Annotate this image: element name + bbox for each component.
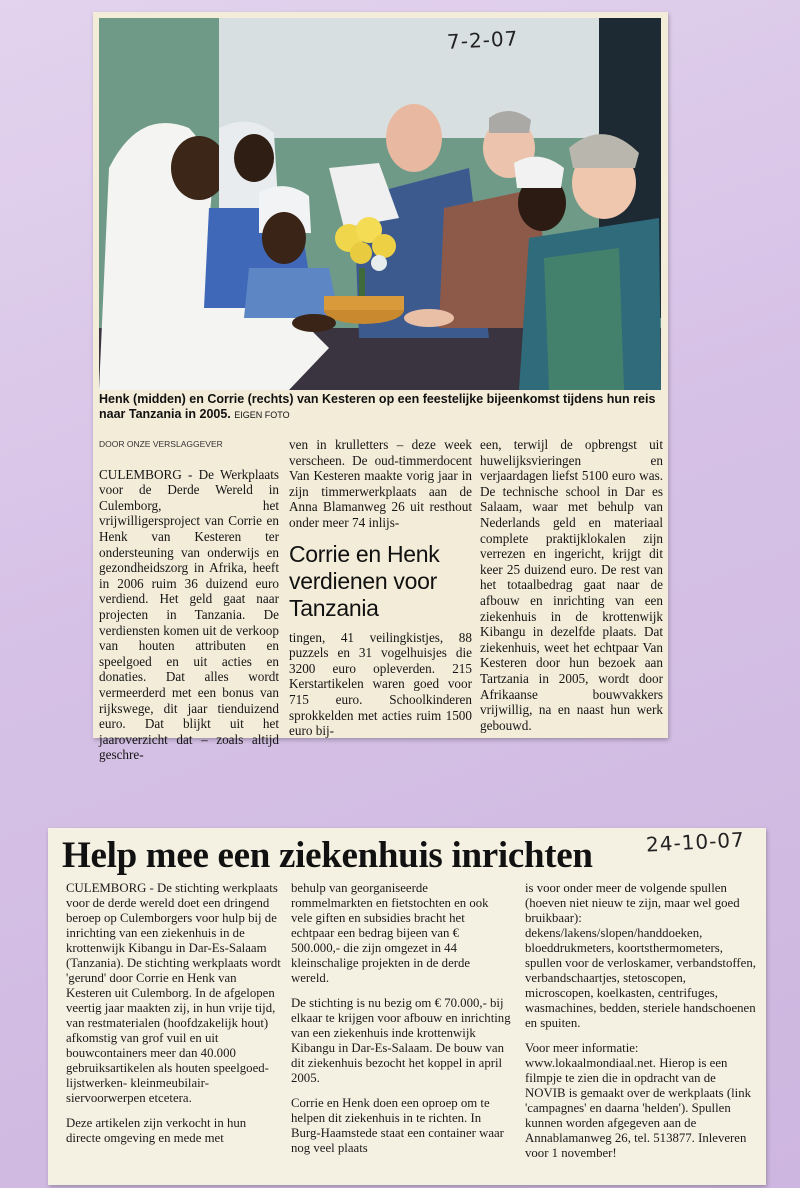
- paragraph: De stichting is nu bezig om € 70.000,- bij elkaar te krijgen voor afbouw en inrichting van een ziekenhuis inde krottenwijk Kibangu in Dar-Es-Salaam. De bouw van dit ziekenhuis bezocht het koppel in april 2005.: [291, 996, 511, 1085]
- article-column-3: [480, 437, 663, 733]
- paragraph: behulp van georganiseerde rommelmarkten en fietstochten en ook vele giften en subsidies bracht het echtpaar een bedrag bijeen van € 500.000,- die zijn omgezet in 44 kleinschalige projekten in de derde wereld.: [291, 881, 489, 985]
- paragraph: Corrie en Henk doen een oproep om te helpen dit ziekenhuis in te richten. In Burg-Haamstede staat een container waar nog veel plaats: [291, 1096, 504, 1155]
- handwritten-date-note: 24-10-07: [645, 827, 746, 857]
- article-column-1: [99, 437, 279, 763]
- paragraph: Deze artikelen zijn verkocht in hun directe omgeving en mede met: [66, 1116, 247, 1145]
- newspaper-clipping-2: [48, 828, 766, 1185]
- column-text-top: ven in krulletters – deze week verscheen. De oud-timmerdocent Van Kesteren maakte vorig jaar in zijn timmerwerkplaats aan de Anna Blamanweg 26 uit resthout onder meer 74 inlijs-: [289, 437, 472, 530]
- column-text: een, terwijl de opbrengst uit huwelijksvieringen en verjaardagen liefst 5100 euro was. De technische school in Dar es Salaam, waar met behulp van Nederlands geld en materiaal complete praktijklokalen zijn verrezen en ingericht, krijgt dit keer 25 duizend euro. De rest van het totaalbedrag gaat naar de afbouw en inrichting van een ziekenhuis in de krottenwijk Kibangu in dezelfde plaats. Dat ziekenhuis, weet het echtpaar Van Kesteren door hun bezoek aan Tartzania in 2005, wordt door Afrikaanse bouwvakkers vrijwillig, na en naast hun werk gebouwd.: [480, 437, 663, 733]
- byline: DOOR ONZE VERSLAGGEVER: [99, 439, 223, 449]
- paragraph: CULEMBORG - De stichting werkplaats voor de derde wereld doet een dringend beroep op Culemborgers voor hulp bij de inrichting van een ziekenhuis in de krottenwijk Kibangu in Dar-Es-Salaam (Tanzania). De stichting werkplaats wordt 'gerund' door Corrie en Henk van Kesteren uit Culemborg. In de afgelopen veertig jaar maakten zij, in hun vrije tijd, van restmaterialen (hoofdzakelijk hout) afkomstig van grof vuil en uit bouwcontainers meer dan 40.000 gebruiksartikelen als houten speelgoed- lijstwerken- kleinmeubilair-siervoorwerpen etcetera.: [66, 881, 281, 1105]
- caption-text: Henk (midden) en Corrie (rechts) van Kesteren op een feestelijke bijeenkomst tijdens hun reis naar Tanzania in 2005.: [99, 392, 656, 421]
- photo-credit: EIGEN FOTO: [234, 410, 290, 420]
- article-headline: Help mee een ziekenhuis inrichten: [62, 835, 593, 876]
- article-column-3: [525, 881, 757, 1171]
- article-column-2: [291, 881, 511, 1166]
- newspaper-clipping-1: [93, 12, 668, 763]
- column-text-bottom: tingen, 41 veilingkistjes, 88 puzzels en 31 vogelhuisjes die 3200 euro opleverden. 215 Kerstartikelen waren goed voor 715 euro. Schoolkinderen sprokkelden met acties ruim 1500 euro bij-: [289, 629, 472, 739]
- article-column-1: [66, 881, 281, 1156]
- article-headline: Corrie en Henk verdienen voor Tanzania: [289, 540, 440, 621]
- paragraph: Voor meer informatie: www.lokaalmondiaal.net. Hierop is een filmpje te zien die in opdracht van de NOVIB is gemaakt over de werkplaats (link 'campagnes' en daarna 'helden'). Spullen kunnen worden afgegeven aan de Annablamanweg 26, tel. 513877. Inleveren voor 1 november!: [525, 1041, 752, 1160]
- handwritten-date-note: 7-2-07: [446, 26, 519, 54]
- photo-caption: [99, 392, 661, 423]
- paragraph: is voor onder meer de volgende spullen (hoeven niet nieuw te zijn, maar wel goed bruikbaar): dekens/lakens/slopen/handdoeken, bloeddrukmeters, koortsthermometers, spullen voor de verloskamer, verbandstoffen, verbandschaartjes, stetoscopen, microscopen, koelkasten, centrifuges, wasmachines, bedden, steriele handschoenen en spuiten.: [525, 881, 756, 1030]
- column-text: CULEMBORG - De Werkplaats voor de Derde Wereld in Culemborg, het vrijwilligersproject van Corrie en Henk van Kesteren ter ondersteuning van onderwijs en gezondheidszorg in Afrika, heeft in 2006 ruim 36 duizend euro verdiend. Het geld gaat naar projecten in Tanzania. De verdiensten komen uit de verkoop van houten attributen en speelgoed en uit acties en donaties. Dat alles wordt vermeerderd met een bonus van rijkswege, dit jaar tienduizend euro. Dat blijkt uit het jaaroverzicht dat – zoals altijd geschre-: [99, 466, 279, 763]
- article-column-2: [289, 437, 472, 739]
- news-photo: [99, 18, 661, 390]
- group-photo-illustration: [99, 18, 661, 390]
